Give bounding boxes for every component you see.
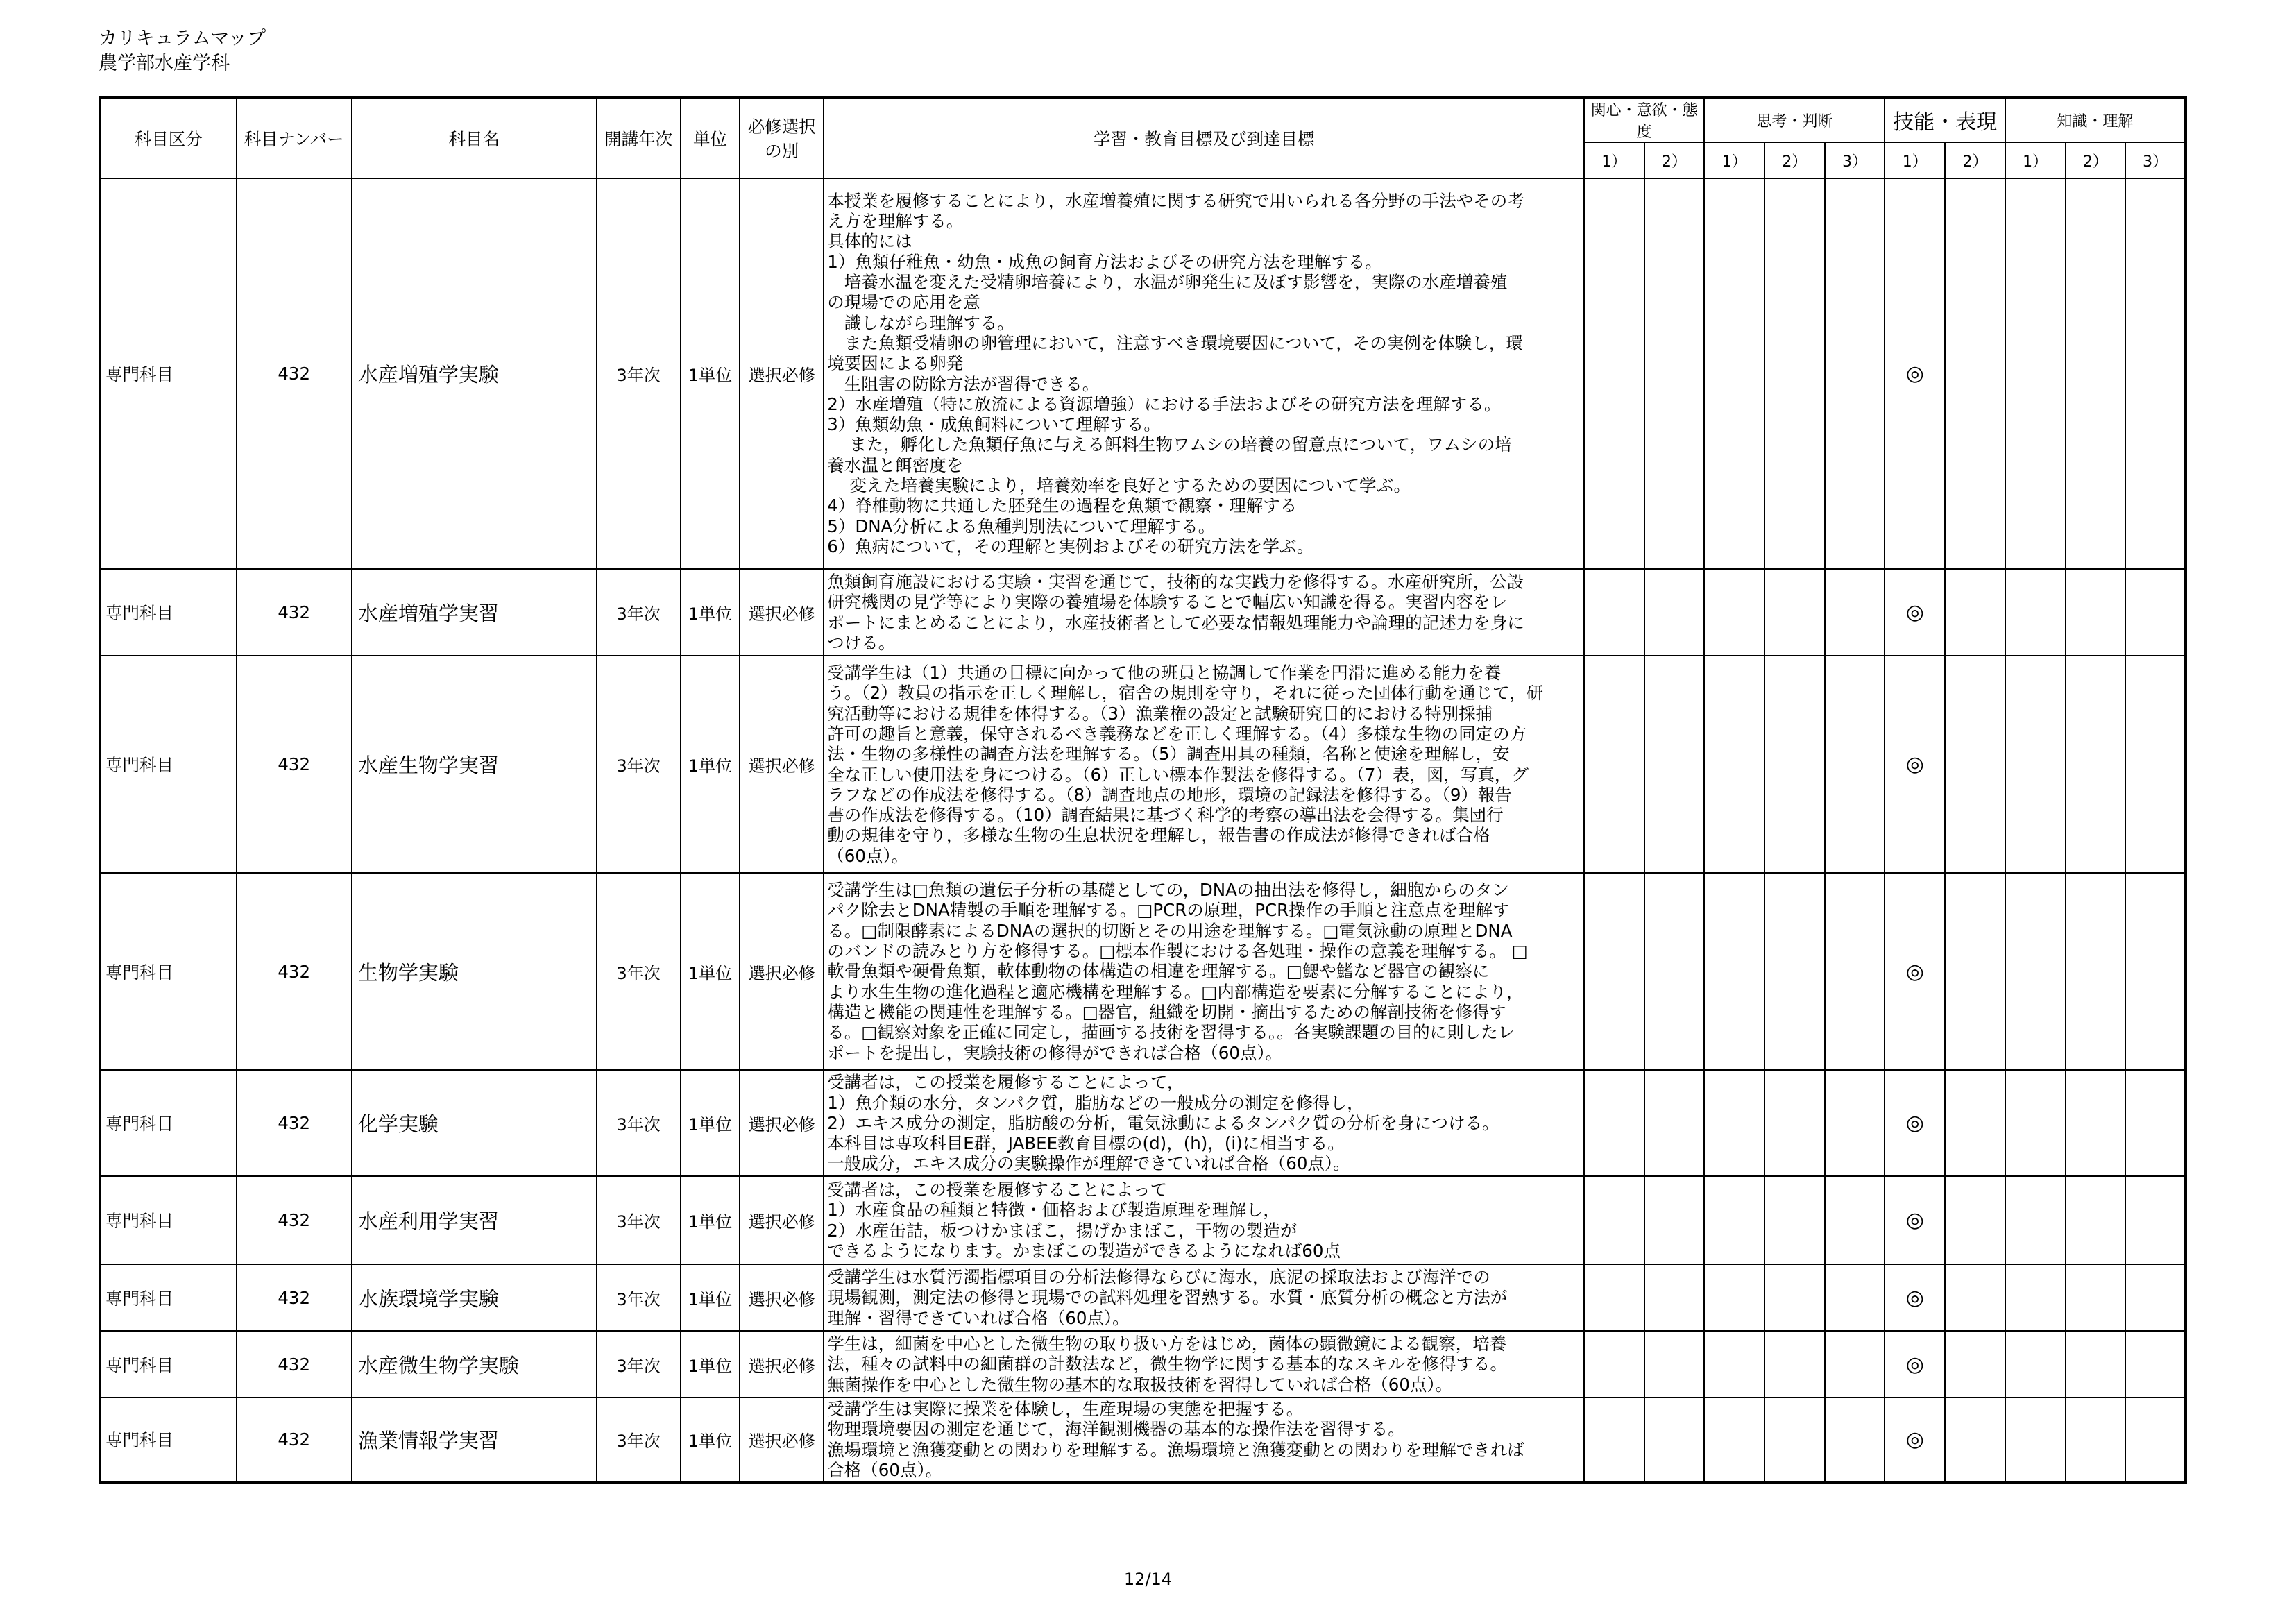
competency-mark bbox=[1644, 1264, 1705, 1331]
competency-mark bbox=[1764, 1176, 1825, 1264]
course-name: 水産利用学実習 bbox=[352, 1176, 597, 1264]
course-year: 3年次 bbox=[597, 873, 681, 1070]
course-goals bbox=[824, 569, 1584, 656]
competency-mark bbox=[1584, 656, 1644, 873]
competency-mark bbox=[1945, 178, 2005, 569]
course-unit: 1単位 bbox=[681, 1397, 740, 1482]
goal-line: 無菌操作を中心とした微生物の基本的な取扱技術を習得していれば合格（60点）。 bbox=[827, 1374, 1453, 1395]
course-category: 専門科目 bbox=[100, 569, 237, 656]
goal-line: 2）エキス成分の測定，脂肪酸の分析，電気泳動によるタンパク質の分析を身につける。 bbox=[827, 1112, 1499, 1133]
goal-line: 理解・習得できていれば合格（60点）。 bbox=[827, 1307, 1130, 1328]
competency-mark bbox=[1584, 1176, 1644, 1264]
course-number: 432 bbox=[237, 1331, 352, 1397]
competency-mark bbox=[1644, 1397, 1705, 1482]
competency-mark bbox=[1825, 1331, 1885, 1397]
competency-mark bbox=[1584, 569, 1644, 656]
goal-line: え方を理解する。 bbox=[827, 211, 964, 232]
competency-mark bbox=[1945, 1070, 2005, 1176]
competency-mark bbox=[1704, 1070, 1764, 1176]
header-sub: 1） bbox=[2005, 142, 2066, 178]
course-year: 3年次 bbox=[597, 178, 681, 569]
competency-mark bbox=[1825, 1264, 1885, 1331]
table-row bbox=[100, 1264, 2186, 1331]
competency-mark bbox=[1644, 1176, 1705, 1264]
course-name: 水産生物学実習 bbox=[352, 656, 597, 873]
goal-line: のバンドの読みとり方を修得する。□標本作製における各処理・操作の意義を理解する。 □ bbox=[827, 941, 1528, 962]
goal-line: 漁場環境と漁獲変動との関わりを理解する。漁場環境と漁獲変動との関わりを理解できれば bbox=[827, 1439, 1524, 1460]
table-row bbox=[100, 1331, 2186, 1397]
course-unit: 1単位 bbox=[681, 1331, 740, 1397]
course-unit: 1単位 bbox=[681, 1176, 740, 1264]
goal-line: 書の作成法を修得する。（10）調査結果に基づく科学的考察の導出法を会得する。集団行 bbox=[827, 805, 1504, 826]
competency-mark bbox=[2125, 1070, 2186, 1176]
goal-line: 学生は，細菌を中心とした微生物の取り扱い方をはじめ，菌体の顕微鏡による観察，培養 bbox=[827, 1334, 1507, 1354]
course-number: 432 bbox=[237, 1070, 352, 1176]
table-body bbox=[100, 178, 2186, 1482]
competency-mark bbox=[2066, 569, 2126, 656]
competency-mark bbox=[2125, 656, 2186, 873]
goal-line: う。（2）教員の指示を正しく理解し，宿舎の規則を守り，それに従った団体行動を通じて，研 bbox=[827, 683, 1544, 704]
goal-line: る。□観察対象を正確に同定し，描画する技術を習得する。。各実験課題の目的に則したレ bbox=[827, 1022, 1515, 1043]
course-goals bbox=[824, 1397, 1584, 1482]
competency-mark bbox=[1584, 178, 1644, 569]
competency-mark bbox=[2005, 656, 2066, 873]
competency-mark bbox=[1704, 569, 1764, 656]
course-required: 選択必修 bbox=[740, 1176, 824, 1264]
competency-mark bbox=[1584, 873, 1644, 1070]
competency-mark bbox=[1945, 873, 2005, 1070]
goal-line: 5）DNA分析による魚種判別法について理解する。 bbox=[827, 516, 1216, 536]
competency-mark bbox=[2005, 873, 2066, 1070]
goal-line: 一般成分，エキス成分の実験操作が理解できていれば合格（60点）。 bbox=[827, 1153, 1350, 1174]
header-sub: 2） bbox=[1764, 142, 1825, 178]
goal-line: できるようになります。かまぼこの製造ができるようになれば60点 bbox=[827, 1240, 1341, 1261]
goal-line: ポートにまとめることにより，水産技術者として必要な情報処理能力や論理的記述力を身に bbox=[827, 612, 1524, 633]
header-sub: 2） bbox=[1644, 142, 1705, 178]
competency-mark bbox=[1644, 656, 1705, 873]
goal-line: 培養水温を変えた受精卵培養により，水温が卵発生に及ぼす影響を，実際の水産増養殖 bbox=[827, 272, 1508, 293]
competency-mark bbox=[1825, 178, 1885, 569]
header-sub: 2） bbox=[1945, 142, 2005, 178]
header-unit: 単位 bbox=[681, 97, 740, 178]
competency-mark bbox=[1704, 873, 1764, 1070]
goal-line: つける。 bbox=[827, 632, 896, 653]
competency-mark bbox=[2066, 1331, 2126, 1397]
course-category: 専門科目 bbox=[100, 178, 237, 569]
competency-mark bbox=[1945, 656, 2005, 873]
course-number: 432 bbox=[237, 1176, 352, 1264]
course-unit: 1単位 bbox=[681, 873, 740, 1070]
goal-line: る。□制限酵素によるDNAの選択的切断とその用途を理解する。□電気泳動の原理とDNA bbox=[827, 920, 1513, 941]
course-unit: 1単位 bbox=[681, 1264, 740, 1331]
competency-mark bbox=[1644, 873, 1705, 1070]
course-unit: 1単位 bbox=[681, 656, 740, 873]
header-category: 科目区分 bbox=[100, 97, 237, 178]
competency-mark bbox=[1825, 1397, 1885, 1482]
header-group-knowledge: 知識・理解 bbox=[2005, 97, 2186, 142]
competency-mark bbox=[1825, 656, 1885, 873]
course-name: 化学実験 bbox=[352, 1070, 597, 1176]
competency-mark bbox=[2125, 1397, 2186, 1482]
competency-mark bbox=[2005, 1397, 2066, 1482]
course-number: 432 bbox=[237, 873, 352, 1070]
course-number: 432 bbox=[237, 178, 352, 569]
competency-mark bbox=[1945, 569, 2005, 656]
goal-line: 研究機関の見学等により実際の養殖場を体験することで幅広い知識を得る。実習内容をレ bbox=[827, 592, 1508, 613]
header-sub: 1） bbox=[1704, 142, 1764, 178]
course-year: 3年次 bbox=[597, 1331, 681, 1397]
competency-mark bbox=[1764, 656, 1825, 873]
competency-mark bbox=[1584, 1331, 1644, 1397]
competency-mark: ◎ bbox=[1885, 569, 1945, 656]
competency-mark bbox=[2005, 569, 2066, 656]
competency-mark bbox=[2066, 1264, 2126, 1331]
competency-mark bbox=[1644, 1331, 1705, 1397]
goal-line: 構造と機能の関連性を理解する。□器官，組織を切開・摘出するための解剖技術を修得す bbox=[827, 1001, 1506, 1022]
goal-line: 受講学生は実際に操業を体験し，生産現場の実態を把握する。 bbox=[827, 1399, 1304, 1419]
header-year: 開講年次 bbox=[597, 97, 681, 178]
competency-mark bbox=[1764, 1264, 1825, 1331]
course-number: 432 bbox=[237, 656, 352, 873]
goal-line: 許可の趣旨と意義，保守されるべき義務などを正しく理解する。（4）多様な生物の同定の方 bbox=[827, 723, 1527, 744]
competency-mark: ◎ bbox=[1885, 178, 1945, 569]
course-required: 選択必修 bbox=[740, 1264, 824, 1331]
competency-mark: ◎ bbox=[1885, 1176, 1945, 1264]
competency-mark bbox=[2066, 656, 2126, 873]
competency-mark bbox=[1825, 1176, 1885, 1264]
competency-mark bbox=[1704, 1397, 1764, 1482]
goal-line: 受講者は，この授業を履修することによって， bbox=[827, 1072, 1184, 1093]
competency-mark bbox=[1764, 1070, 1825, 1176]
goal-line: ラフなどの作成法を修得する。（8）調査地点の地形，環境の記録法を修得する。（9）報告 bbox=[827, 784, 1512, 805]
competency-mark bbox=[1764, 569, 1825, 656]
competency-mark bbox=[1764, 178, 1825, 569]
course-goals bbox=[824, 1264, 1584, 1331]
competency-mark bbox=[2066, 178, 2126, 569]
goal-line: 受講学生は□魚類の遺伝子分析の基礎としての，DNAの抽出法を修得し，細胞からのタン bbox=[827, 880, 1509, 901]
table-row bbox=[100, 1176, 2186, 1264]
competency-mark bbox=[2125, 569, 2186, 656]
course-year: 3年次 bbox=[597, 1264, 681, 1331]
course-name: 水産増殖学実習 bbox=[352, 569, 597, 656]
competency-mark bbox=[2125, 1331, 2186, 1397]
header-goals: 学習・教育目標及び到達目標 bbox=[824, 97, 1584, 178]
goal-line: 1）魚類仔稚魚・幼魚・成魚の飼育方法およびその研究方法を理解する。 bbox=[827, 251, 1382, 272]
goal-line: 究活動等における規律を体得する。（3）漁業権の設定と試験研究目的における特別採捕 bbox=[827, 703, 1493, 724]
goal-line: 動の規律を守り，多様な生物の生息状況を理解し，報告書の作成法が修得できれば合格 bbox=[827, 825, 1490, 846]
goal-line: 全な正しい使用法を身につける。（6）正しい標本作製法を修得する。（7）表，図，写真，グ bbox=[827, 764, 1529, 785]
header-group-thinking: 思考・判断 bbox=[1704, 97, 1885, 142]
course-unit: 1単位 bbox=[681, 569, 740, 656]
goal-line: 1）水産食品の種類と特徴・価格および製造原理を理解し， bbox=[827, 1200, 1280, 1221]
competency-mark: ◎ bbox=[1885, 1331, 1945, 1397]
goal-line: 受講学生は（1）共通の目標に向かって他の班員と協調して作業を円滑に進める能力を養 bbox=[827, 663, 1502, 683]
competency-mark bbox=[1584, 1070, 1644, 1176]
competency-mark bbox=[1704, 178, 1764, 569]
competency-mark bbox=[1825, 1070, 1885, 1176]
goal-line: 本科目は専攻科目E群，JABEE教育目標の(d)，(h)，(i)に相当する。 bbox=[827, 1133, 1345, 1154]
course-category: 専門科目 bbox=[100, 1331, 237, 1397]
title-line-1: カリキュラムマップ bbox=[99, 28, 266, 49]
course-category: 専門科目 bbox=[100, 656, 237, 873]
header-sub: 3） bbox=[1825, 142, 1885, 178]
competency-mark bbox=[1945, 1176, 2005, 1264]
goal-line: また，孵化した魚類仔魚に与える餌料生物ワムシの培養の留意点について，ワムシの培 bbox=[827, 434, 1512, 455]
course-year: 3年次 bbox=[597, 1070, 681, 1176]
course-goals bbox=[824, 1070, 1584, 1176]
course-number: 432 bbox=[237, 1264, 352, 1331]
course-name: 水産増殖学実験 bbox=[352, 178, 597, 569]
course-unit: 1単位 bbox=[681, 178, 740, 569]
course-category: 専門科目 bbox=[100, 873, 237, 1070]
competency-mark bbox=[2066, 1176, 2126, 1264]
course-name: 生物学実験 bbox=[352, 873, 597, 1070]
course-unit: 1単位 bbox=[681, 1070, 740, 1176]
competency-mark bbox=[1644, 569, 1705, 656]
course-number: 432 bbox=[237, 1397, 352, 1482]
table-row bbox=[100, 1070, 2186, 1176]
competency-mark bbox=[1945, 1264, 2005, 1331]
goal-line: 変えた培養実験により，培養効率を良好とするための要因について学ぶ。 bbox=[827, 475, 1411, 495]
competency-mark bbox=[1704, 1331, 1764, 1397]
competency-mark bbox=[2005, 1176, 2066, 1264]
competency-mark bbox=[2005, 1264, 2066, 1331]
goal-line: 1）魚介類の水分，タンパク質，脂肪などの一般成分の測定を修得し， bbox=[827, 1092, 1364, 1113]
course-year: 3年次 bbox=[597, 1176, 681, 1264]
course-category: 専門科目 bbox=[100, 1397, 237, 1482]
competency-mark: ◎ bbox=[1885, 1070, 1945, 1176]
goal-line: ポートを提出し，実験技術の修得ができれば合格（60点）。 bbox=[827, 1042, 1283, 1063]
goal-line: 法，種々の試料中の細菌群の計数法など，微生物学に関する基本的なスキルを修得する。 bbox=[827, 1354, 1508, 1375]
competency-mark bbox=[1704, 1264, 1764, 1331]
goal-line: の現場での応用を意 bbox=[827, 292, 980, 313]
goal-line: 生阻害の防除方法が習得できる。 bbox=[827, 373, 1100, 394]
course-category: 専門科目 bbox=[100, 1176, 237, 1264]
competency-mark: ◎ bbox=[1885, 656, 1945, 873]
competency-mark bbox=[1825, 569, 1885, 656]
course-name: 漁業情報学実習 bbox=[352, 1397, 597, 1482]
goal-line: 現場観測，測定法の修得と現場での試料処理を習熟する。水質・底質分析の概念と方法が bbox=[827, 1287, 1508, 1308]
competency-mark bbox=[1825, 873, 1885, 1070]
goal-line: 物理環境要因の測定を通じて，海洋観測機器の基本的な操作法を習得する。 bbox=[827, 1419, 1405, 1440]
goal-line: 3）魚類幼魚・成魚飼料について理解する。 bbox=[827, 414, 1161, 435]
course-required: 選択必修 bbox=[740, 873, 824, 1070]
goal-line: 法・生物の多様性の調査方法を理解する。（5）調査用具の種類，名称と使途を理解し，安 bbox=[827, 744, 1510, 765]
header-sub: 3） bbox=[2125, 142, 2186, 178]
competency-mark bbox=[1704, 1176, 1764, 1264]
table-row bbox=[100, 873, 2186, 1070]
course-required: 選択必修 bbox=[740, 1070, 824, 1176]
goal-line: 境要因による卵発 bbox=[827, 353, 964, 374]
course-goals bbox=[824, 1331, 1584, 1397]
course-category: 専門科目 bbox=[100, 1070, 237, 1176]
course-required: 選択必修 bbox=[740, 569, 824, 656]
course-goals bbox=[824, 873, 1584, 1070]
competency-mark bbox=[2066, 1397, 2126, 1482]
competency-mark: ◎ bbox=[1885, 1397, 1945, 1482]
competency-mark: ◎ bbox=[1885, 1264, 1945, 1331]
goal-line: より水生生物の進化過程と適応機構を理解する。□内部構造を要素に分解することにより， bbox=[827, 981, 1524, 1002]
table-row bbox=[100, 1397, 2186, 1482]
title-line-2: 農学部水産学科 bbox=[99, 53, 230, 74]
course-name: 水産微生物学実験 bbox=[352, 1331, 597, 1397]
competency-mark bbox=[2005, 178, 2066, 569]
competency-mark: ◎ bbox=[1885, 873, 1945, 1070]
goal-line: 魚類飼育施設における実験・実習を通じて，技術的な実践力を修得する。水産研究所，公設 bbox=[827, 571, 1524, 592]
goal-line: （60点）。 bbox=[827, 845, 909, 866]
course-category: 専門科目 bbox=[100, 1264, 237, 1331]
competency-mark bbox=[1764, 873, 1825, 1070]
course-required: 選択必修 bbox=[740, 178, 824, 569]
course-required: 選択必修 bbox=[740, 656, 824, 873]
goal-line: 6）魚病について，その理解と実例およびその研究方法を学ぶ。 bbox=[827, 536, 1314, 556]
header-sub: 2） bbox=[2066, 142, 2126, 178]
goal-line: 合格（60点）。 bbox=[827, 1459, 943, 1480]
goal-line: 2）水産増殖（特に放流による資源増強）における手法およびその研究方法を理解する。 bbox=[827, 393, 1502, 414]
header-sub: 1） bbox=[1584, 142, 1644, 178]
competency-mark bbox=[2066, 873, 2126, 1070]
competency-mark bbox=[2125, 1176, 2186, 1264]
competency-mark bbox=[2005, 1331, 2066, 1397]
competency-mark bbox=[1764, 1331, 1825, 1397]
table-row bbox=[100, 178, 2186, 569]
goal-line: 4）脊椎動物に共通した胚発生の過程を魚類で観察・理解する bbox=[827, 495, 1298, 516]
competency-mark bbox=[2066, 1070, 2126, 1176]
course-year: 3年次 bbox=[597, 656, 681, 873]
goal-line: 軟骨魚類や硬骨魚類，軟体動物の体構造の相違を理解する。□鰓や鰭など器官の観察に bbox=[827, 961, 1490, 982]
header-group-skill: 技能・表現 bbox=[1885, 97, 2005, 142]
header-number: 科目ナンバー bbox=[237, 97, 352, 178]
table-row bbox=[100, 656, 2186, 873]
competency-mark bbox=[1945, 1397, 2005, 1482]
competency-mark bbox=[1644, 178, 1705, 569]
course-name: 水族環境学実験 bbox=[352, 1264, 597, 1331]
competency-mark bbox=[1945, 1331, 2005, 1397]
competency-mark bbox=[1584, 1264, 1644, 1331]
goal-line: 本授業を履修することにより，水産増養殖に関する研究で用いられる各分野の手法やその考 bbox=[827, 190, 1524, 211]
competency-mark bbox=[1704, 656, 1764, 873]
goal-line: 2）水産缶詰，板つけかまぼこ，揚げかまぼこ，干物の製造が bbox=[827, 1220, 1298, 1241]
page-number: 12/14 bbox=[1123, 1570, 1173, 1589]
competency-mark bbox=[1764, 1397, 1825, 1482]
competency-mark bbox=[1644, 1070, 1705, 1176]
header-required: 必修選択の別 bbox=[740, 97, 824, 178]
table-row bbox=[100, 569, 2186, 656]
course-number: 432 bbox=[237, 569, 352, 656]
goal-line: 受講者は，この授業を履修することによって bbox=[827, 1179, 1168, 1200]
competency-mark bbox=[2125, 178, 2186, 569]
curriculum-map-table bbox=[99, 96, 2187, 1484]
course-goals bbox=[824, 178, 1584, 569]
course-year: 3年次 bbox=[597, 1397, 681, 1482]
goal-line: 具体的には bbox=[827, 231, 912, 252]
competency-mark bbox=[2125, 873, 2186, 1070]
competency-mark bbox=[2005, 1070, 2066, 1176]
course-required: 選択必修 bbox=[740, 1397, 824, 1482]
goal-line: パク除去とDNA精製の手順を理解する。□PCRの原理，PCR操作の手順と注意点を理解す bbox=[827, 900, 1510, 921]
goal-line: また魚類受精卵の卵管理において，注意すべき環境要因について，その実例を体験し，環 bbox=[827, 332, 1523, 353]
course-year: 3年次 bbox=[597, 569, 681, 656]
goal-line: 養水温と餌密度を bbox=[827, 454, 964, 475]
document-title bbox=[99, 26, 266, 76]
course-goals bbox=[824, 1176, 1584, 1264]
goal-line: 識しながら理解する。 bbox=[827, 312, 1014, 333]
header-name: 科目名 bbox=[352, 97, 597, 178]
competency-mark bbox=[1584, 1397, 1644, 1482]
competency-mark bbox=[2125, 1264, 2186, 1331]
goal-line: 受講学生は水質汚濁指標項目の分析法修得ならびに海水，底泥の採取法および海洋での bbox=[827, 1267, 1490, 1288]
header-group-interest: 関心・意欲・態度 bbox=[1584, 97, 1704, 142]
course-goals bbox=[824, 656, 1584, 873]
course-required: 選択必修 bbox=[740, 1331, 824, 1397]
header-sub: 1） bbox=[1885, 142, 1945, 178]
